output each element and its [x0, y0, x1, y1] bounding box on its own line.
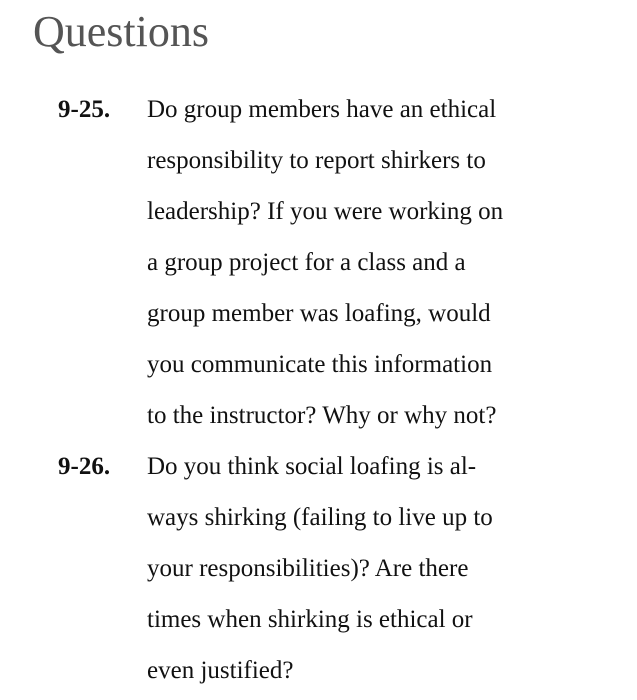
question-text-line: Do you think social loafing is al-: [147, 453, 477, 480]
question-text-line: to the instructor? Why or why not?: [147, 402, 497, 429]
question-text-line: group member was loafing, would: [147, 300, 491, 327]
question-text: [147, 441, 637, 696]
question-number: 9-25.: [58, 96, 111, 123]
question-text: [147, 84, 637, 441]
question-text-line: even justified?: [147, 657, 294, 684]
question-text-line: Do group members have an ethical: [147, 96, 497, 123]
question-text-line: a group project for a class and a: [147, 249, 466, 276]
question-text-line: your responsibilities)? Are there: [147, 555, 469, 582]
question-text-line: leadership? If you were working on: [147, 198, 504, 225]
question-text-line: you communicate this information: [147, 351, 493, 378]
question-item: [0, 84, 637, 441]
question-item: [0, 441, 637, 696]
question-number: 9-26.: [58, 453, 111, 480]
question-text-line: times when shirking is ethical or: [147, 606, 473, 633]
question-text-line: ways shirking (failing to live up to: [147, 504, 493, 531]
questions-list: [0, 84, 637, 696]
section-heading: Questions: [33, 7, 209, 56]
question-text-line: responsibility to report shirkers to: [147, 147, 486, 174]
